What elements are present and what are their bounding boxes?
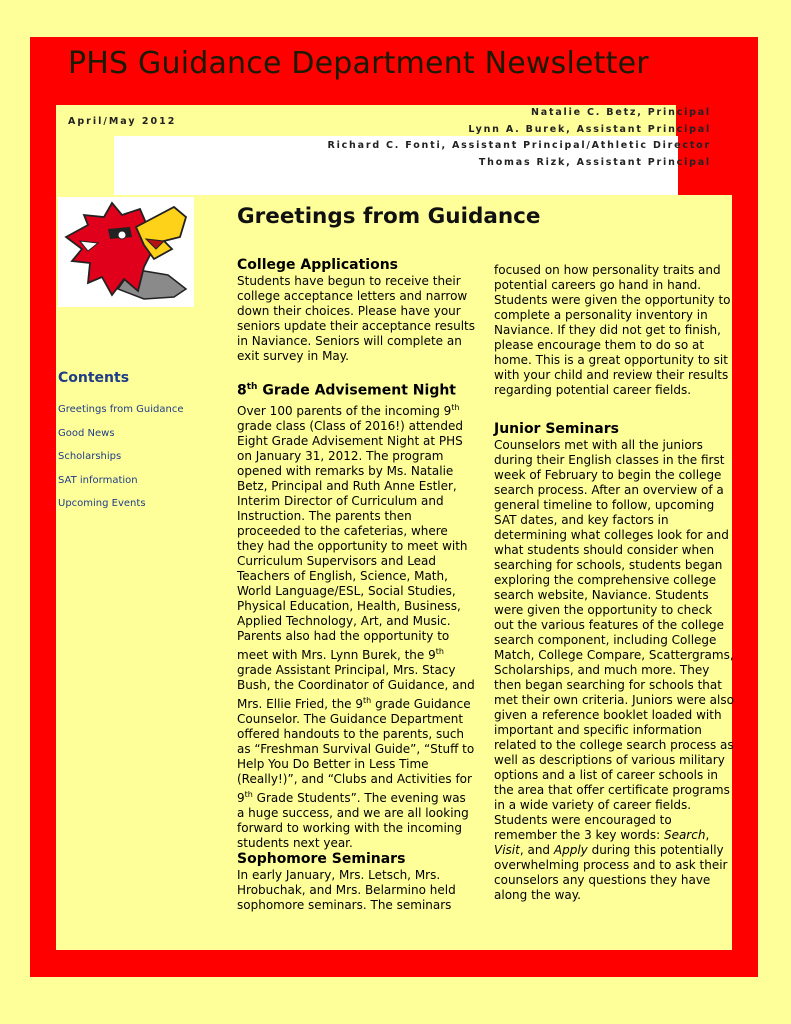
advisement-sup-4: th <box>244 789 253 799</box>
sophomore-seminars-section <box>237 851 475 913</box>
newsletter-title: PHS Guidance Department Newsletter <box>68 46 649 81</box>
staff-principal: Natalie C. Betz, Principal <box>531 107 711 118</box>
junior-seminars-text <box>494 438 734 903</box>
advisement-text-3: grade Assistant Principal, Mrs. Stacy Bush, the Coordinator of Guidance, and Mrs. Ellie Fried, the 9 <box>237 662 475 711</box>
advisement-night-text <box>237 400 475 851</box>
junior-text-1: Counselors met with all the juniors during their English classes in the first week of February to begin the college search process. After an overview of a general timeline to follow, upcoming SAT dates, and key factors in determining what colleges look for and what students should consider when searching for schools, students began exploring the comprehensive college search website, Naviance. Students were given the opportunity to check out the various features of the college search component, including College Match, College Compare, Scattergrams, Scholarships, and much more. They then began searching for schools that met their own criteria. Juniors were also given a reference booklet loaded with important and specific information related to the college search process as well as descriptions of various military options and a list of career schools in the area that offer certificate programs in a wide variety of career fields. Students were encouraged to remember the 3 key words: <box>494 438 734 842</box>
sophomore-seminars-continued-text: focused on how personality traits and potential careers go hand in hand. Students were given the opportunity to complete a personality inventory in Naviance. If they did not get to finish, please encourage them to do so at home. This is a great opportunity to sit with your child and review their results regarding potential career fields. <box>494 263 731 397</box>
junior-seminars-section <box>494 421 734 903</box>
toc-item-sat-information[interactable]: SAT information <box>58 474 138 486</box>
advisement-sup-2: th <box>435 646 444 656</box>
advisement-night-section <box>237 379 475 851</box>
advisement-night-heading <box>237 379 475 400</box>
college-applications-text: Students have begun to receive their college acceptance letters and narrow down their choices. Please have your seniors update their acceptance results in Naviance. Seniors will complete an exit survey in May. <box>237 274 475 363</box>
college-applications-section <box>237 257 475 364</box>
keyword-apply: Apply <box>553 843 588 857</box>
toc-item-scholarships[interactable]: Scholarships <box>58 451 122 462</box>
junior-seminars-heading: Junior Seminars <box>494 421 619 437</box>
keyword-separator-2: , and <box>519 843 554 857</box>
advisement-heading-rest: Grade Advisement Night <box>257 382 456 399</box>
toc-item-upcoming-events[interactable]: Upcoming Events <box>58 498 146 509</box>
junior-text-2: during this potentially overwhelming process and to ask their counselors any questions they have along the way. <box>494 843 728 902</box>
sophomore-seminars-heading: Sophomore Seminars <box>237 851 406 867</box>
advisement-text-5: Grade Students”. The evening was a huge success, and we are all looking forward to working with the incoming students next year. <box>237 790 469 850</box>
advisement-sup-1: th <box>451 402 460 412</box>
advisement-heading-number: 8 <box>237 382 247 399</box>
cardinal-mascot-logo <box>58 197 194 307</box>
sophomore-seminars-continued <box>494 263 734 398</box>
advisement-text-2: grade class (Class of 2016!) attended Eight Grade Advisement Night at PHS on January 31, 2012. The program opened with remarks by Ms. Natalie Betz, Principal and Ruth Anne Estler, Interim Director of Curriculum and Instruction. The parents then proceeded to the cafeterias, where they had the opportunity to meet with Curriculum Supervisors and Lead Teachers of English, Science, Math, World Language/ESL, Social Studies, Physical Education, Health, Business, Applied Technology, Art, and Music. Parents also had the opportunity to meet with Mrs. Lynn Burek, the 9 <box>237 418 468 662</box>
contents-heading: Contents <box>58 370 130 386</box>
advisement-text-4: grade Guidance Counselor. The Guidance Department offered handouts to the parents, such as “Freshman Survival Guide”, “Stuff to Help You Do Better in Less Time (Really!)”, and “Clubs and Activities for 9 <box>237 696 475 805</box>
toc-item-greetings[interactable]: Greetings from Guidance <box>58 404 184 415</box>
keyword-separator-1: , <box>705 828 710 842</box>
advisement-text-1: Over 100 parents of the incoming 9 <box>237 403 452 418</box>
advisement-sup-3: th <box>363 695 372 705</box>
keyword-search: Search <box>663 828 706 842</box>
staff-list <box>327 105 711 171</box>
college-applications-heading: College Applications <box>237 257 399 273</box>
keyword-visit: Visit <box>494 843 520 857</box>
staff-assistant-principal-2: Thomas Rizk, Assistant Principal <box>478 156 711 168</box>
advisement-heading-sup: th <box>246 382 258 392</box>
section-heading-greetings: Greetings from Guidance <box>237 204 541 229</box>
staff-assistant-principal-1: Lynn A. Burek, Assistant Principal <box>468 123 711 135</box>
sophomore-seminars-text: In early January, Mrs. Letsch, Mrs. Hrobuchak, and Mrs. Belarmino held sophomore seminars. The seminars <box>237 868 456 912</box>
staff-assistant-principal-athletic: Richard C. Fonti, Assistant Principal/Athletic Director <box>327 140 711 151</box>
table-of-contents <box>58 404 184 522</box>
toc-item-good-news[interactable]: Good News <box>58 427 115 439</box>
issue-date: April/May 2012 <box>68 116 177 127</box>
cardinal-icon <box>58 197 194 307</box>
